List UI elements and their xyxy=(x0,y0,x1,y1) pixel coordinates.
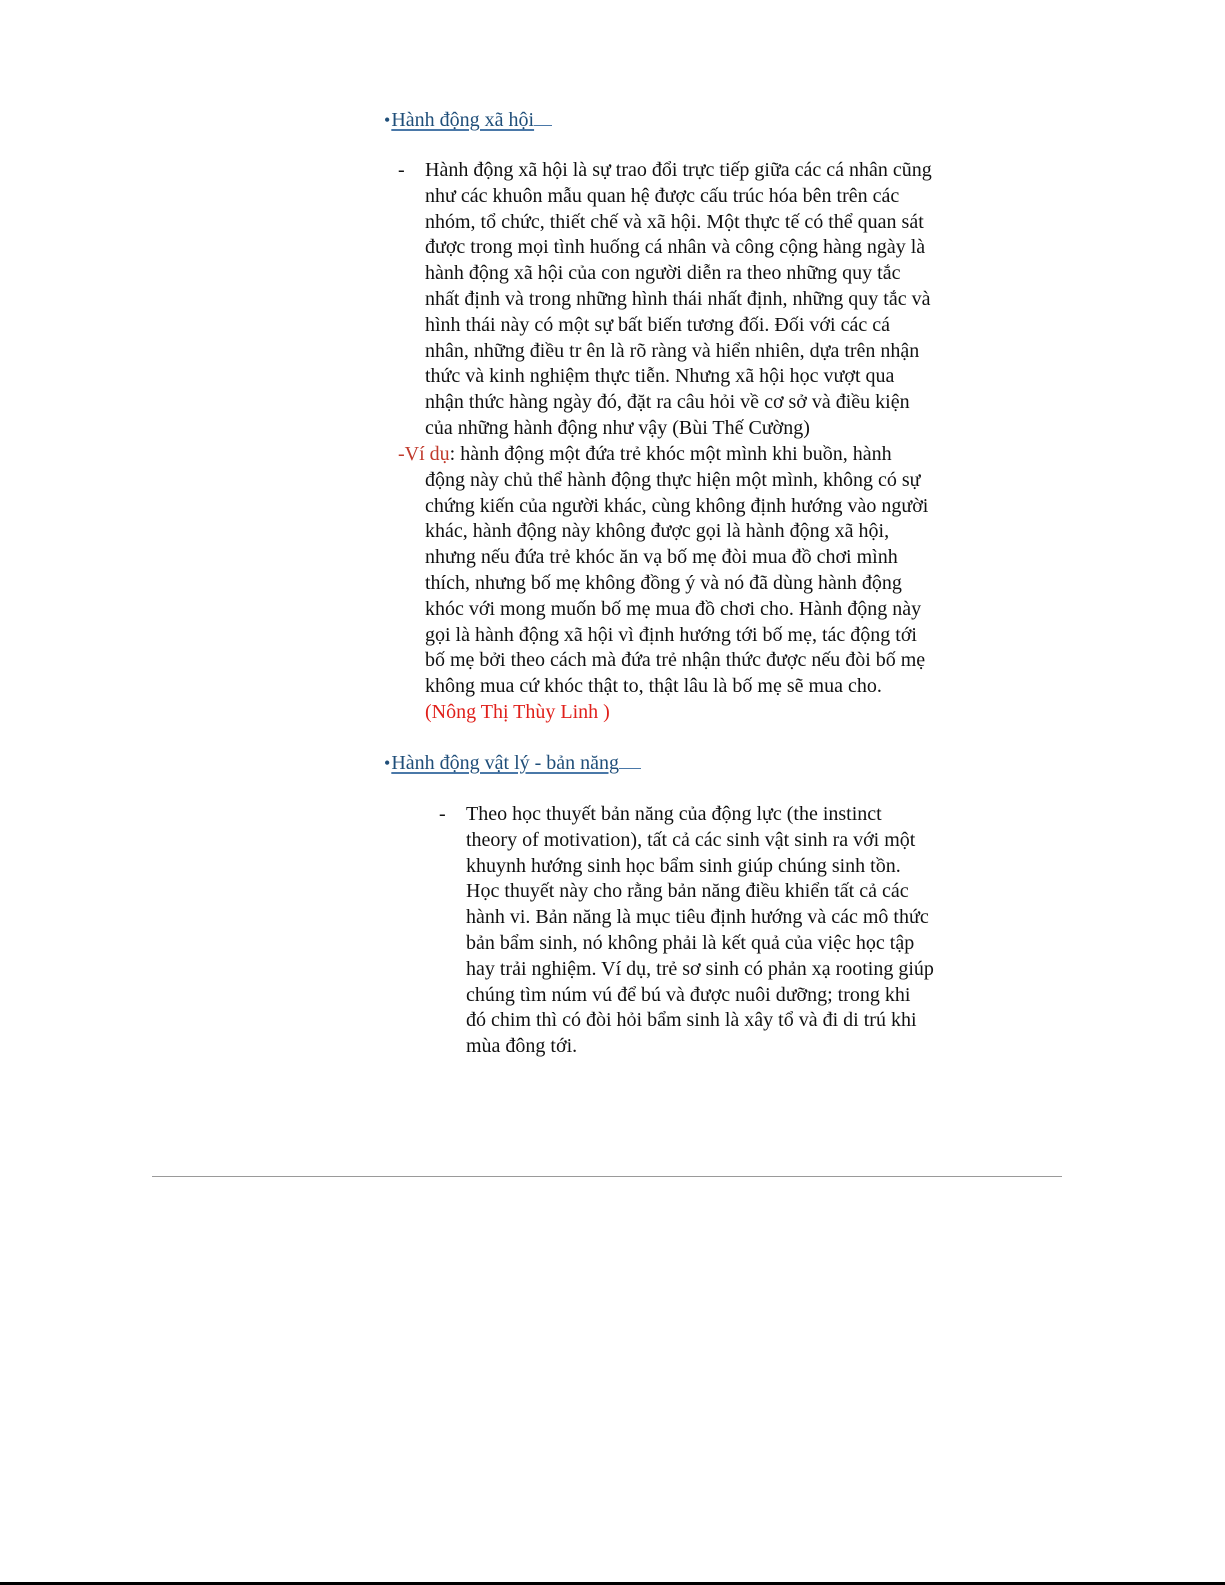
text-line: như các khuôn mẫu quan hệ được cấu trúc hóa bên trên các xyxy=(425,184,900,207)
text-line: theory of motivation), tất cả các sinh vật sinh ra với một xyxy=(466,828,916,851)
example-first-text: : hành động một đứa trẻ khóc một mình khi buồn, hành xyxy=(449,443,892,465)
heading-underline-tail xyxy=(619,750,641,769)
section-heading-physical-instinct xyxy=(384,750,641,776)
example-label: -Ví dụ xyxy=(398,443,450,465)
text-line: nhóm, tổ chức, thiết chế và xã hội. Một thực tế có thể quan sát xyxy=(425,210,924,233)
dash-marker: - xyxy=(398,159,405,181)
heading-text: Hành động xã hội xyxy=(391,109,535,131)
definition-item xyxy=(398,158,978,442)
text-line: hành vi. Bản năng là mục tiêu định hướng và các mô thức xyxy=(466,906,929,929)
text-line: động này chủ thể hành động thực hiện một mình, không có sự xyxy=(425,468,921,491)
example-item xyxy=(398,442,978,726)
bullet-icon: • xyxy=(384,753,391,773)
example-paragraph xyxy=(398,442,978,726)
text-line: gọi là hành động xã hội vì định hướng tới bố mẹ, tác động tới xyxy=(425,623,917,646)
definition-paragraph xyxy=(425,158,978,442)
text-line: Học thuyết này cho rằng bản năng điều khiển tất cả các xyxy=(466,880,909,903)
example-first-line xyxy=(398,442,978,468)
heading-text: Hành động vật lý - bản năng xyxy=(391,752,620,774)
text-line: nhân, những điều tr ên là rõ ràng và hiển nhiên, dựa trên nhận xyxy=(425,339,920,362)
page-divider xyxy=(152,1176,1062,1177)
text-line: thích, nhưng bố mẹ không đồng ý và nó đã dùng hành động xyxy=(425,571,902,594)
text-line: thức và kinh nghiệm thực tiễn. Nhưng xã hội học vượt qua xyxy=(425,365,895,388)
text-line: của những hành động như vậy (Bùi Thế Cường) xyxy=(425,416,810,439)
text-line: được trong mọi tình huống cá nhân và công cộng hàng ngày là xyxy=(425,236,926,259)
text-line: đó chim thì có đòi hỏi bẩm sinh là xây tổ và đi di trú khi xyxy=(466,1009,917,1032)
text-line: khuynh hướng sinh học bẩm sinh giúp chúng sinh tồn. xyxy=(466,854,901,877)
text-line: Theo học thuyết bản năng của động lực (the instinct xyxy=(466,803,882,825)
dash-marker: - xyxy=(439,803,446,825)
text-line: hình thái này có một sự bất biến tương đối. Đối với các cá xyxy=(425,313,890,336)
text-line: khóc với mong muốn bố mẹ mua đồ chơi cho. Hành động này xyxy=(425,597,922,620)
text-line: mùa đông tới. xyxy=(466,1035,578,1058)
text-line: bản bẩm sinh, nó không phải là kết quả của việc học tập xyxy=(466,931,915,954)
example-continuation xyxy=(425,468,978,726)
text-line: không mua cứ khóc thật to, thật lâu là bố mẹ sẽ mua cho. xyxy=(425,675,882,698)
bullet-icon: • xyxy=(384,110,391,130)
text-line: khác, hành động này không được gọi là hành động xã hội, xyxy=(425,520,890,543)
text-line: nhất định và trong những hình thái nhất định, những quy tắc và xyxy=(425,287,931,310)
text-line: Hành động xã hội là sự trao đổi trực tiếp giữa các cá nhân cũng xyxy=(425,159,932,181)
section-heading-social-action xyxy=(384,107,552,133)
text-line: hay trải nghiệm. Ví dụ, trẻ sơ sinh có phản xạ rooting giúp xyxy=(466,957,934,980)
example-author: (Nông Thị Thùy Linh ) xyxy=(425,700,610,723)
text-line: bố mẹ bởi theo cách mà đứa trẻ nhận thức được nếu đòi bố mẹ xyxy=(425,649,926,672)
instinct-paragraph xyxy=(466,802,979,1060)
text-line: chứng kiến của người khác, cùng không định hướng vào người xyxy=(425,494,929,517)
text-line: nhận thức hàng ngày đó, đặt ra câu hỏi về cơ sở và điều kiện xyxy=(425,391,910,414)
text-line: nhưng nếu đứa trẻ khóc ăn vạ bố mẹ đòi mua đồ chơi mình xyxy=(425,546,898,569)
text-line: hành động xã hội của con người diễn ra theo những quy tắc xyxy=(425,262,901,285)
heading-underline-tail xyxy=(534,107,552,126)
text-line: chúng tìm núm vú để bú và được nuôi dưỡng; trong khi xyxy=(466,983,911,1006)
instinct-item xyxy=(439,802,979,1060)
